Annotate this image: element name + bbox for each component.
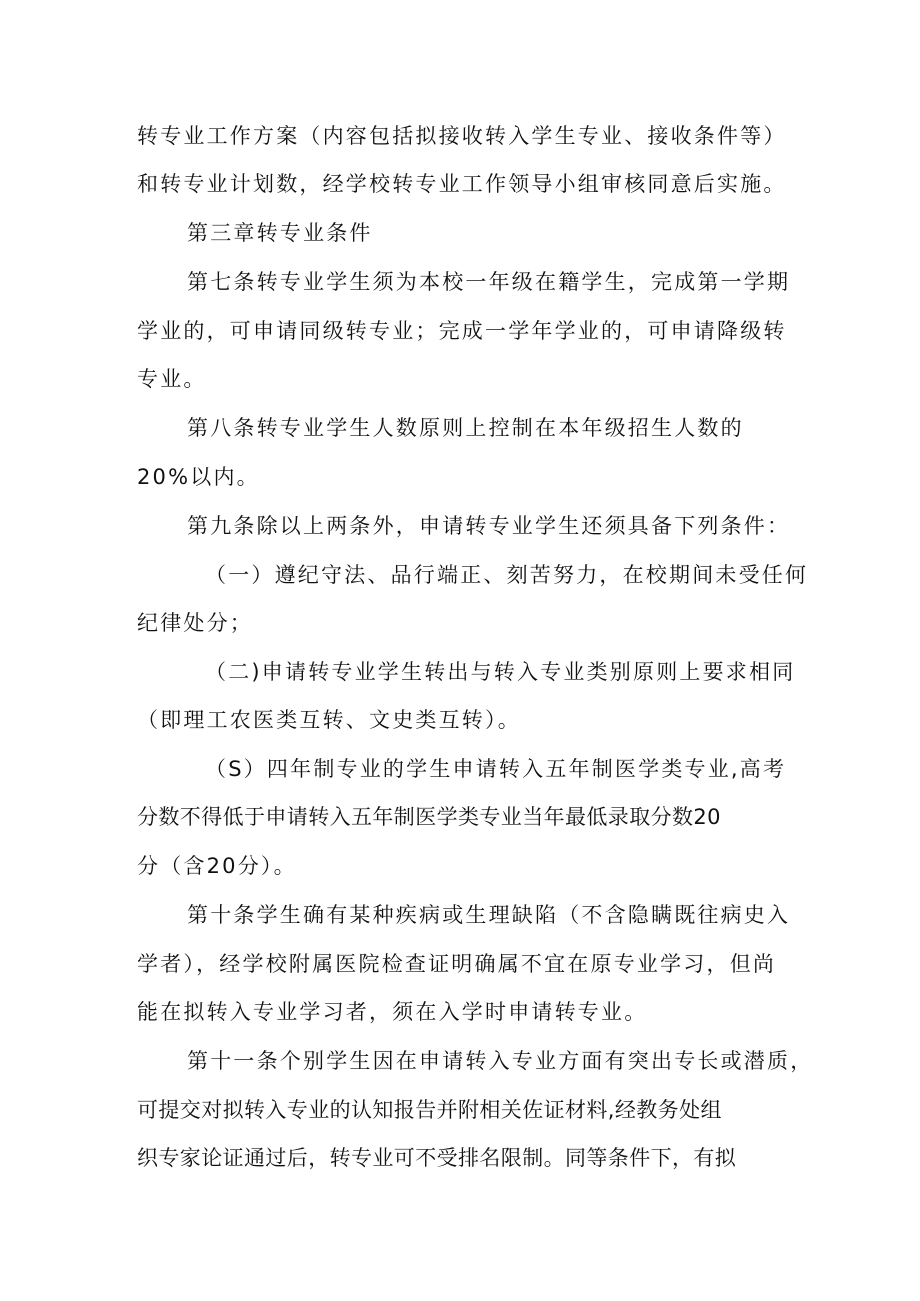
text-line: 能在拟转入专业学习者，须在入学时申请转专业。 bbox=[137, 1000, 648, 1024]
chapter-heading: 第三章转专业条件 bbox=[187, 221, 373, 245]
text-line: 第十一条个别学生因在申请转入专业方面有突出专长或潜质， bbox=[187, 1049, 814, 1073]
text-line: 第九条除以上两条外，申请转专业学生还须具备下列条件： bbox=[187, 514, 791, 538]
text-line: 分（含20分）。 bbox=[137, 854, 297, 878]
text-line: 和转专业计划数，经学校转专业工作领导小组审核同意后实施。 bbox=[137, 172, 787, 196]
text-line: 学业的，可申请同级转专业；完成一学年学业的，可申请降级转 bbox=[137, 319, 787, 343]
text-line: 纪律处分； bbox=[137, 611, 253, 635]
text-line: （即理工农医类互转、文史类互转）。 bbox=[137, 708, 521, 732]
text-line: 分数不得低于申请转入五年制医学类专业当年最低录取分数20 bbox=[137, 805, 721, 829]
text-line: 20%以内。 bbox=[137, 465, 260, 489]
text-line: 专业。 bbox=[137, 367, 207, 391]
text-line: 第十条学生确有某种疾病或生理缺陷（不含隐瞒既往病史入 bbox=[187, 903, 791, 927]
text-line: 转专业工作方案（内容包括拟接收转入学生专业、接收条件等） bbox=[137, 124, 787, 148]
text-line: 可提交对拟转入专业的认知报告并附相关佐证材料,经教务处组 bbox=[137, 1098, 722, 1122]
text-line: 第八条转专业学生人数原则上控制在本年级招生人数的 bbox=[187, 416, 744, 440]
text-line: 第七条转专业学生须为本校一年级在籍学生，完成第一学期 bbox=[187, 270, 791, 294]
text-line: （一）遵纪守法、品行端正、刻苦努力，在校期间未受任何 bbox=[205, 563, 809, 587]
text-line: （二)申请转专业学生转出与转入专业类别原则上要求相同 bbox=[205, 660, 796, 684]
text-line: （S）四年制专业的学生申请转入五年制医学类专业,高考 bbox=[205, 757, 787, 781]
text-line: 织专家论证通过后，转专业可不受排名限制。同等条件下，有拟 bbox=[137, 1146, 737, 1170]
text-line: 学者），经学校附属医院检查证明确属不宜在原专业学习，但尚 bbox=[137, 952, 777, 976]
